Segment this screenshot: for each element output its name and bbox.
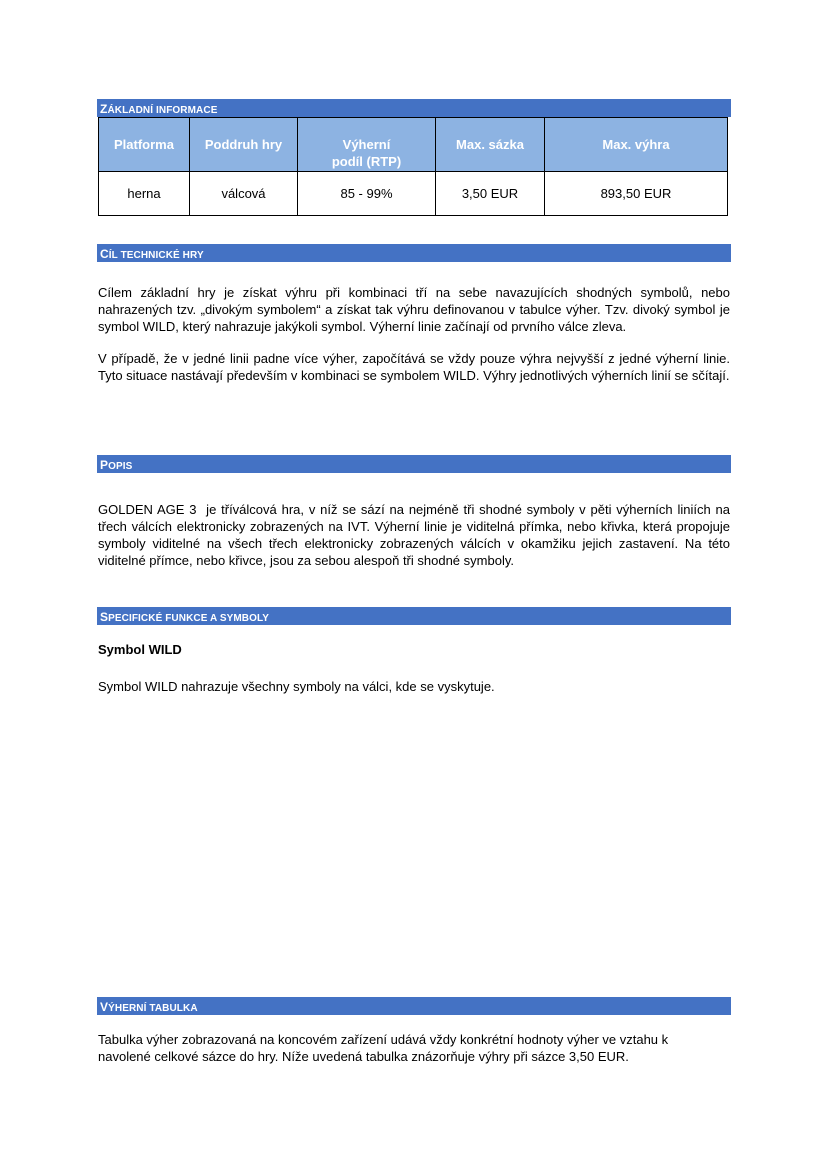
wild-symbol-heading: Symbol WILD [98, 642, 182, 657]
header-rtp: Výherní podíl (RTP) [298, 118, 436, 172]
cell-max-bet: 3,50 EUR [436, 172, 545, 216]
header-platform: Platforma [99, 118, 190, 172]
goal-paragraph-1: Cílem základní hry je získat výhru při kombinaci tří na sebe navazujících shodných symbolů, nebo nahrazených tzv. „divokým symbolem“ a získat tak výhru definovanou v tabulce výher. Tzv. divoký symbol je symbol WILD, který nahrazuje jakýkoli symbol. Výherní linie začínají od prvního válce zleva. [98, 285, 730, 334]
section-title: OPIS [108, 461, 133, 472]
section-title-cap: V [100, 1000, 109, 1014]
cell-subtype: válcová [190, 172, 298, 216]
section-header-description [97, 455, 731, 473]
section-title-cap: S [100, 610, 109, 624]
basic-info-table [98, 117, 728, 216]
table-header-row [99, 118, 728, 172]
cell-rtp: 85 - 99% [298, 172, 436, 216]
header-max-win: Max. výhra [545, 118, 728, 172]
cell-max-win: 893,50 EUR [545, 172, 728, 216]
section-title: ÍL TECHNICKÉ HRY [108, 250, 204, 261]
header-max-bet: Max. sázka [436, 118, 545, 172]
wild-symbol-text: Symbol WILD nahrazuje všechny symboly na válci, kde se vyskytuje. [98, 679, 495, 694]
section-header-features [97, 607, 731, 625]
cell-platform: herna [99, 172, 190, 216]
section-title-cap: Z [100, 102, 108, 116]
paytable-paragraph: Tabulka výher zobrazovaná na koncovém zařízení udává vždy konkrétní hodnoty výher ve vztahu k navolené celkové sázce do hry. Níže uvedená tabulka znázorňuje výhry při sázce 3,50 EUR. [98, 1032, 669, 1064]
goal-paragraph-2: V případě, že v jedné linii padne více výher, započítává se vždy pouze výhra nejvyšší z jedné výherní linie. Tyto situace nastávají především v kombinaci se symbolem WILD. Výhry jednotlivých výherních linií se sčítají. [98, 351, 730, 383]
section-title: ÝHERNÍ TABULKA [108, 1003, 198, 1014]
description-paragraph: GOLDEN AGE 3 je tříválcová hra, v níž se sází na nejméně tři shodné symboly v pěti výherních liniích na třech válcích elektronicky zobrazených na IVT. Výherní linie je viditelná přímka, nebo křivka, která propojuje symboly viditelné na všech třech elektronicky zobrazených válcích v okamžiku jejich zastavení. Na této viditelné přímce, nebo křivce, jsou za sebou alespoň tři shodné symboly. [98, 502, 734, 568]
section-title: ÁKLADNÍ INFORMACE [107, 105, 218, 116]
header-subtype: Poddruh hry [190, 118, 298, 172]
section-title-cap: P [100, 458, 109, 472]
section-header-basic-info [97, 99, 731, 117]
section-title: PECIFICKÉ FUNKCE A SYMBOLY [108, 613, 270, 624]
section-title-cap: C [100, 247, 109, 261]
table-row [99, 172, 728, 216]
section-header-paytable [97, 997, 731, 1015]
section-header-goal [97, 244, 731, 262]
